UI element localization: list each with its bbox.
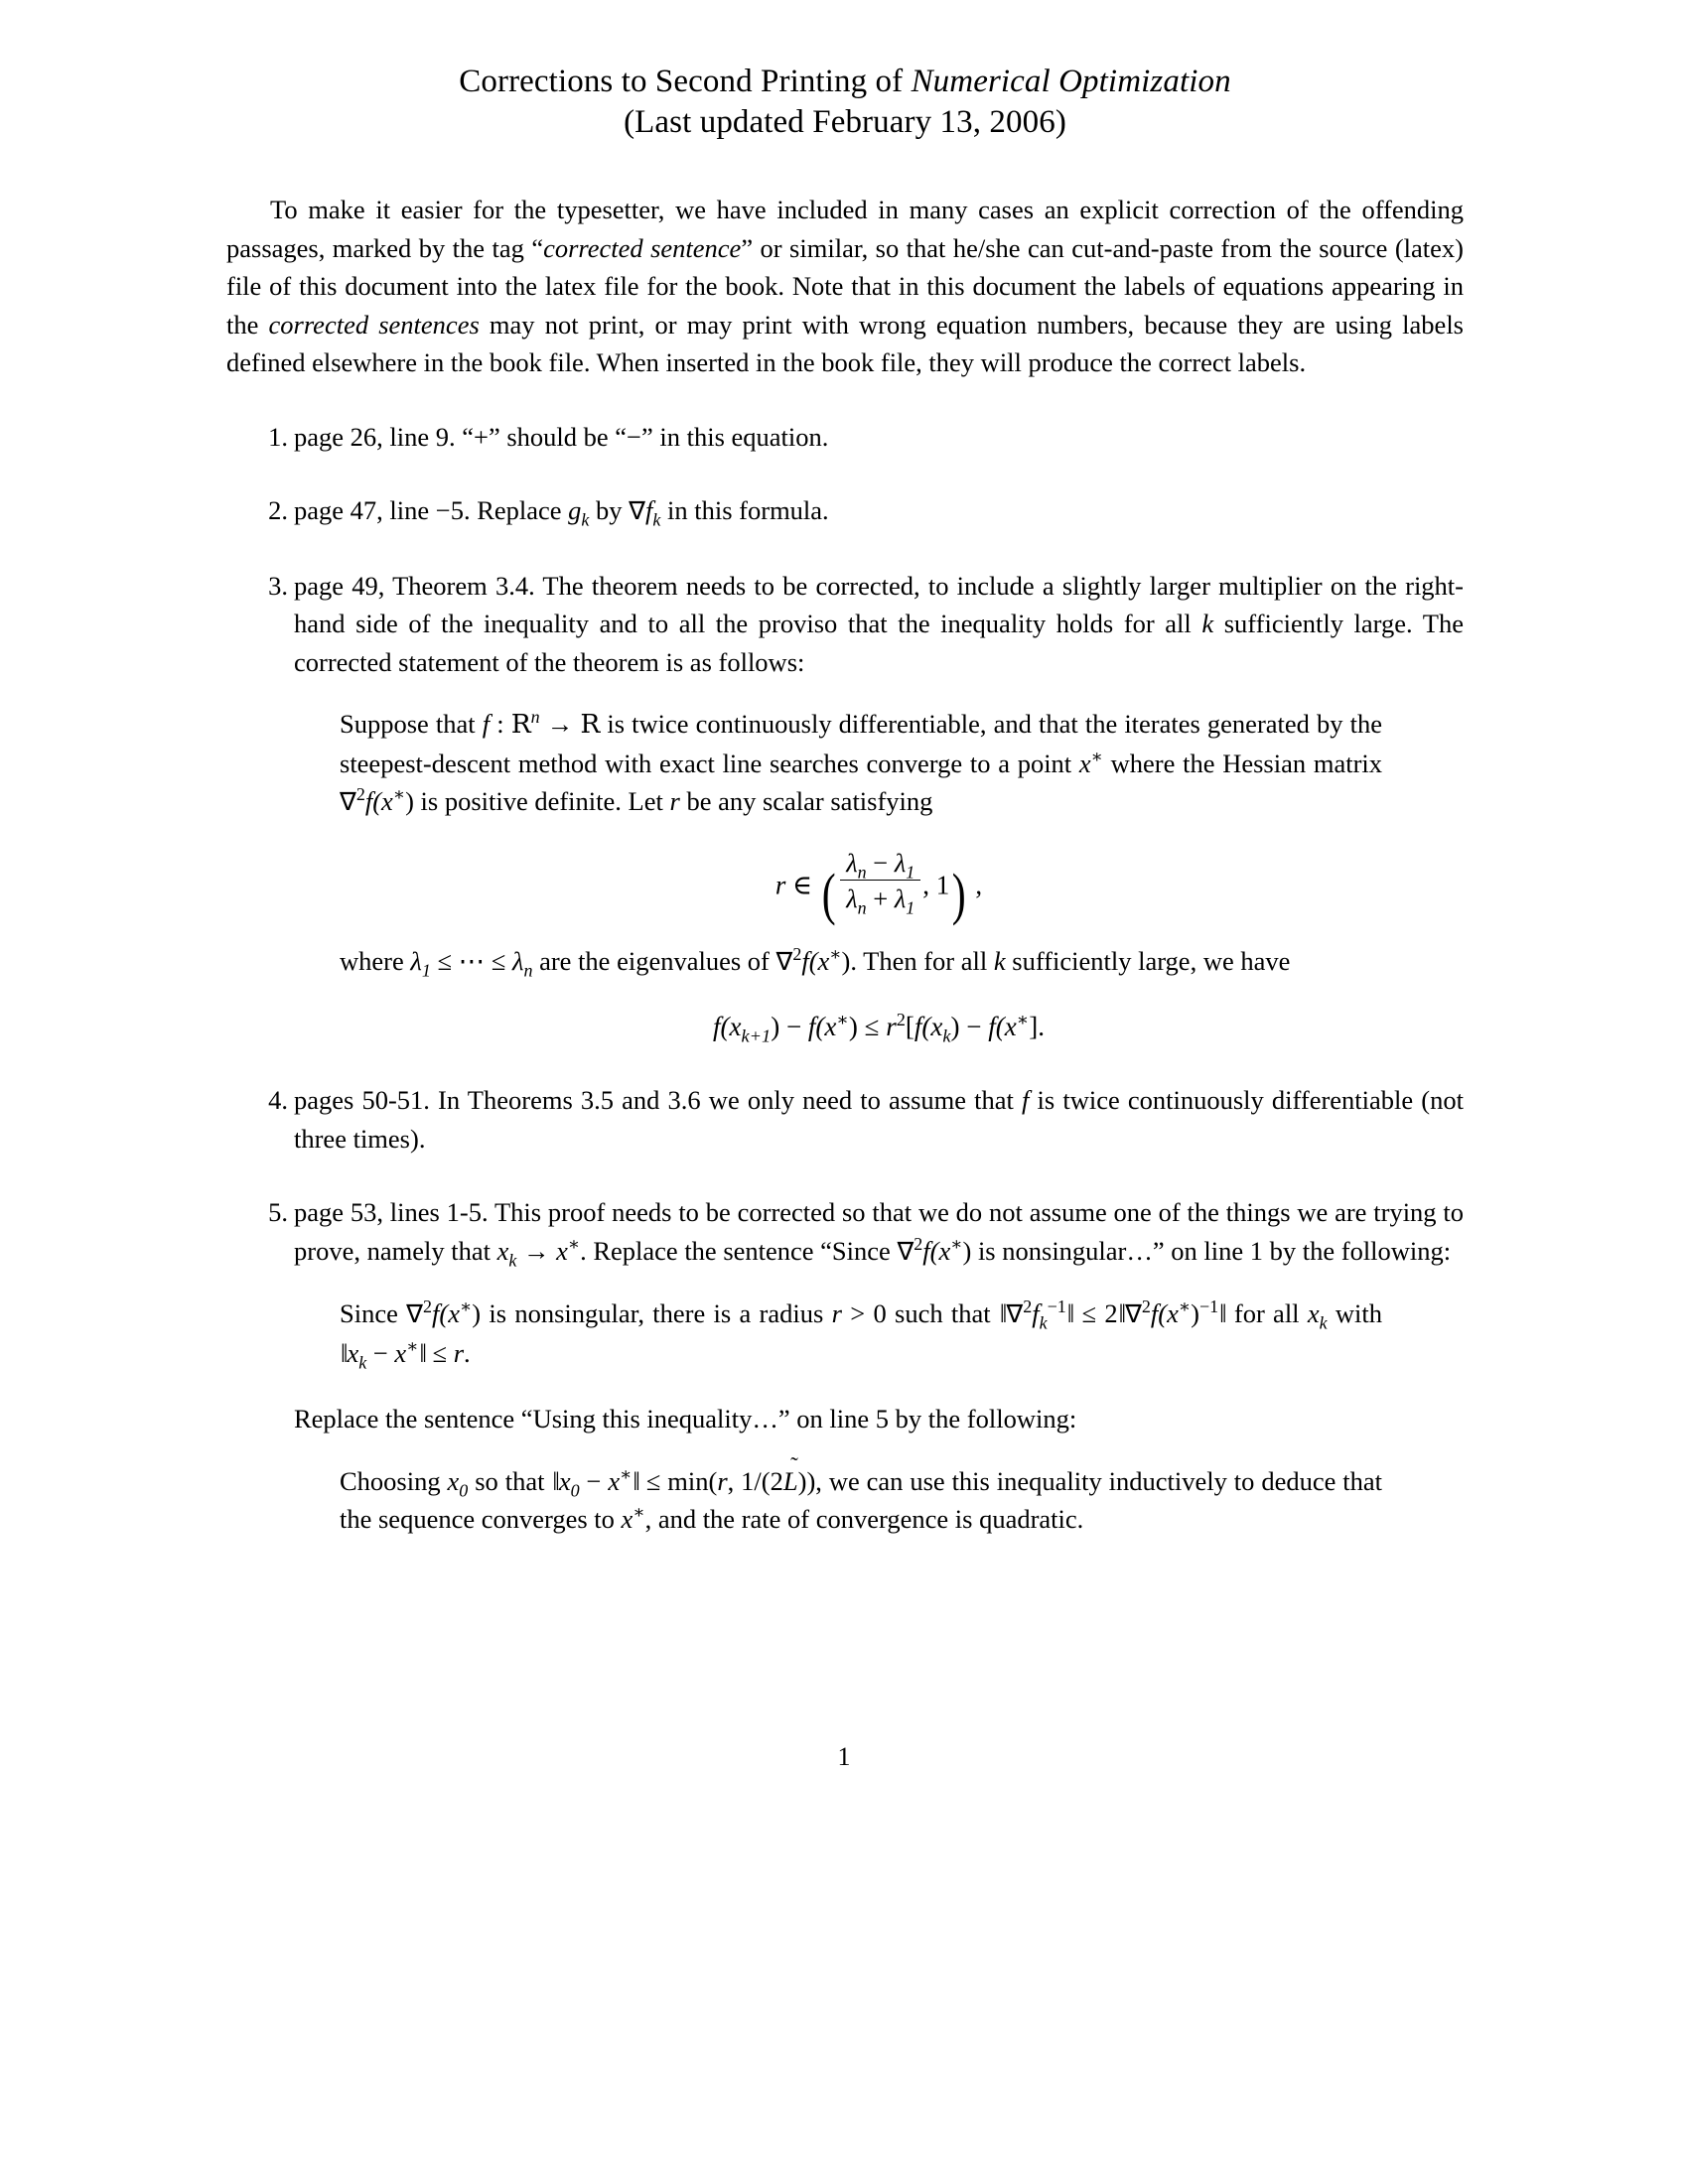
- nabla-icon: ∇: [775, 947, 793, 977]
- fraction-denominator: $\lambda_n + \lambda_1$: [846, 883, 915, 918]
- display-equation-convergence-rate: [294, 1008, 1464, 1046]
- quote-ns-seg-2: ) is nonsingular, there is a radius: [472, 1298, 832, 1329]
- math-hessian-3: ∇$^2$f(x∗: [897, 1233, 963, 1266]
- theorem-seg-4: ) is positive definite. Let: [405, 786, 670, 816]
- quote-ch-seg-2: so that: [468, 1465, 552, 1496]
- display-equation-r-interval: [294, 847, 1464, 926]
- list-marker: 4.: [268, 1085, 288, 1116]
- math-k-2: k: [993, 946, 1006, 977]
- nabla-icon: ∇: [406, 1299, 424, 1329]
- math-r: r: [669, 786, 680, 816]
- nabla-icon: ∇: [1125, 1299, 1142, 1329]
- quote-ns-le-1: ≤: [1073, 1298, 1105, 1329]
- quote-ch-le: ≤: [638, 1465, 668, 1496]
- open-paren: (: [821, 861, 836, 926]
- math-r-3: r: [453, 1337, 465, 1368]
- math-r-4: r: [717, 1465, 728, 1496]
- quote-nonsingular-block: [340, 1295, 1382, 1372]
- correction-5-text: [294, 1193, 1464, 1271]
- math-L-tilde: L: [782, 1465, 798, 1496]
- close-paren: ): [952, 861, 966, 926]
- correction-5-seg-1: page 53, lines 1-5. This proof needs to be corrected so that we do not assume one of the things we are trying to prove, namely that: [294, 1197, 1464, 1266]
- eigen-seg-3: ). Then for all: [841, 946, 994, 977]
- math-hessian-4: ∇$^2$f(x∗: [406, 1297, 473, 1329]
- math-x-star-2: x∗: [556, 1233, 581, 1266]
- intro-seg-3: ” or similar, so that he/she can cut-and-paste from the source (latex) file of this document into the latex file for the book. Note that in this document the labels of equations appearing in the: [226, 232, 1464, 340]
- math-hessian: ∇$^2$f(x∗: [340, 784, 406, 816]
- math-lambda-1: $\lambda_1$: [410, 946, 431, 981]
- eigen-dots: ⋯: [458, 946, 486, 977]
- quote-ch-close: )),: [797, 1465, 822, 1496]
- quote-ns-seg-1: Since: [340, 1298, 407, 1329]
- list-marker: 3.: [268, 570, 288, 601]
- replace-sentence-line: Replace the sentence “Using this inequality…” on line 5 by the following:: [294, 1404, 1077, 1434]
- eigen-le-1: ≤: [430, 946, 459, 977]
- title-prefix: Corrections to Second Printing of: [459, 64, 912, 99]
- math-min-function: min(: [667, 1465, 718, 1496]
- equation-1-fraction: [840, 847, 920, 918]
- correction-2-mid: by: [589, 495, 630, 525]
- nabla-icon: ∇: [340, 787, 356, 816]
- math-x-0: $x_0$: [447, 1465, 469, 1500]
- intro-italic-corrected-sentence: corrected sentence: [543, 232, 742, 263]
- math-f: f: [482, 709, 491, 739]
- eigenvalues-text-block: [340, 942, 1382, 982]
- quote-ns-le-2: ≤: [425, 1337, 454, 1368]
- correction-3-seg-2: sufficiently large. The corrected statement of the theorem is as follows:: [294, 609, 1464, 677]
- intro-italic-corrected-sentences: corrected sentences: [268, 309, 480, 340]
- equation-2: $f(x_{k+1}) - f(x^∗) \le r^2[f(x_k) - f(x^∗]$.: [713, 1009, 1045, 1046]
- fraction-numerator: $\lambda_n - \lambda_1$: [840, 848, 920, 881]
- math-k: k: [1201, 609, 1214, 638]
- math-x-k: $x_k$: [496, 1235, 517, 1270]
- document-content: [226, 62, 1464, 1549]
- list-marker: 2.: [268, 495, 288, 525]
- page-number: 1: [837, 1742, 851, 1771]
- nabla-icon: ∇: [1006, 1299, 1024, 1329]
- list-item-correction-1: [226, 418, 1464, 457]
- math-lambda-n: $\lambda_n$: [511, 946, 533, 981]
- theorem-seg-3: where the Hessian matrix: [1102, 748, 1383, 778]
- math-g-k: $g_k$: [568, 495, 590, 530]
- math-r-2: r: [831, 1298, 842, 1329]
- math-f-2: f: [1022, 1085, 1030, 1116]
- math-grad-f-k: $\nabla f_k$: [629, 495, 661, 530]
- math-norm-hessian-fk-inv: $‖\nabla^2f_k^{-1}‖$: [999, 1297, 1073, 1333]
- list-marker: 5.: [268, 1197, 288, 1228]
- list-marker: 1.: [268, 421, 288, 452]
- list-item-correction-2: [226, 491, 1464, 531]
- equation-1-second-arg: , 1: [922, 870, 950, 900]
- theorem-seg-5: be any scalar satisfying: [679, 786, 933, 816]
- eigen-le-2: ≤: [485, 946, 512, 977]
- quote-ch-seg-3: we can use this inequality inductively to deduce that the sequence converges to: [340, 1465, 1383, 1535]
- correction-3-text: [294, 567, 1464, 682]
- math-x-star-3: x∗: [621, 1502, 645, 1535]
- theorem-arrow: →: [539, 709, 581, 739]
- quote-choosing-block: [340, 1462, 1382, 1539]
- intro-paragraph: [226, 191, 1464, 382]
- eigen-seg-4: sufficiently large, we have: [1005, 946, 1291, 977]
- math-x-k-2: $x_k$: [1307, 1298, 1328, 1333]
- correction-2-post: in this formula.: [660, 495, 829, 525]
- quote-ns-gt: > 0 such that: [841, 1298, 999, 1329]
- title-subtitle: (Last updated February 13, 2006): [624, 104, 1066, 140]
- quote-ch-seg-4: , and the rate of convergence is quadratic.: [644, 1504, 1084, 1535]
- correction-4-text: [294, 1081, 1464, 1158]
- correction-2-pre: page 47, line −5. Replace: [294, 495, 569, 525]
- math-codomain-r: R: [580, 709, 601, 740]
- equation-1-member: ∈: [785, 870, 819, 900]
- theorem-seg-1: Suppose that: [340, 709, 483, 739]
- page-title: [226, 62, 1464, 102]
- correction-5-seg-3: ) is nonsingular…” on line 1 by the following:: [962, 1235, 1452, 1266]
- theorem-seg-2: is twice continuously differentiable, and that the iterates generated by the steepest-descent method with exact line searches converge to a point: [340, 709, 1382, 778]
- quote-ch-comma: , 1/(2: [727, 1465, 783, 1496]
- math-norm-x0-minus-xstar: $‖x_0$ − x∗‖: [552, 1463, 638, 1500]
- equation-1-trailing-comma: ,: [968, 870, 983, 900]
- math-x-star: x∗: [1078, 746, 1103, 778]
- corrections-list: [226, 418, 1464, 1539]
- correction-5-seg-2: . Replace the sentence “Since: [580, 1235, 898, 1266]
- quote-ns-seg-4: with: [1327, 1298, 1383, 1329]
- correction-5-arrow: →: [516, 1235, 557, 1266]
- nabla-icon: ∇: [629, 496, 646, 525]
- correction-1-text: page 26, line 9. “+” should be “−” in this equation.: [294, 421, 829, 452]
- nabla-icon: ∇: [897, 1236, 914, 1266]
- correction-3-seg-1: page 49, Theorem 3.4. The theorem needs to be corrected, to include a slightly larger multiplier on the right-hand side of the inequality and to all the proviso that the inequality holds for all: [294, 570, 1464, 638]
- intro-seg-5: may not print, or may print with wrong equation numbers, because they are using labels defined elsewhere in the book file. When inserted in the book file, they will produce the correct labels.: [226, 309, 1464, 377]
- math-domain-rn: $R^n$: [510, 707, 540, 740]
- document-title-block: [226, 62, 1464, 143]
- math-hessian-2: ∇$^2$f(x∗: [775, 944, 842, 977]
- theorem-statement-block: [340, 705, 1382, 822]
- list-item-correction-4: [226, 1081, 1464, 1158]
- math-norm-xk-minus-xstar: $‖x_k$ − x∗‖: [341, 1335, 425, 1372]
- theorem-colon: :: [490, 709, 511, 739]
- quote-ch-seg-1: Choosing: [340, 1465, 448, 1496]
- math-two-norm-hessian-inv: $2‖\nabla^2f(x^∗)^{-1}‖$: [1104, 1297, 1225, 1329]
- eigen-seg-1: where: [340, 946, 411, 977]
- correction-4-seg-1: pages 50-51. In Theorems 3.5 and 3.6 we only need to assume that: [294, 1085, 1023, 1116]
- correction-2-text: [294, 491, 1464, 531]
- correction-4-seg-2: is twice continuously differentiable (not three times).: [294, 1085, 1464, 1154]
- intro-seg-1: To make it easier for the typesetter, we have included in many cases an explicit correction of the offending passages, marked by the tag “: [226, 195, 1464, 263]
- list-item-correction-3: [226, 567, 1464, 1046]
- eigen-seg-2: are the eigenvalues of: [532, 946, 776, 977]
- title-book-name: Numerical Optimization: [911, 64, 1231, 99]
- list-item-correction-5: [226, 1193, 1464, 1539]
- quote-ns-seg-3: for all: [1225, 1298, 1308, 1329]
- quote-ns-end: .: [464, 1337, 471, 1368]
- equation-1-lhs: r: [774, 870, 786, 900]
